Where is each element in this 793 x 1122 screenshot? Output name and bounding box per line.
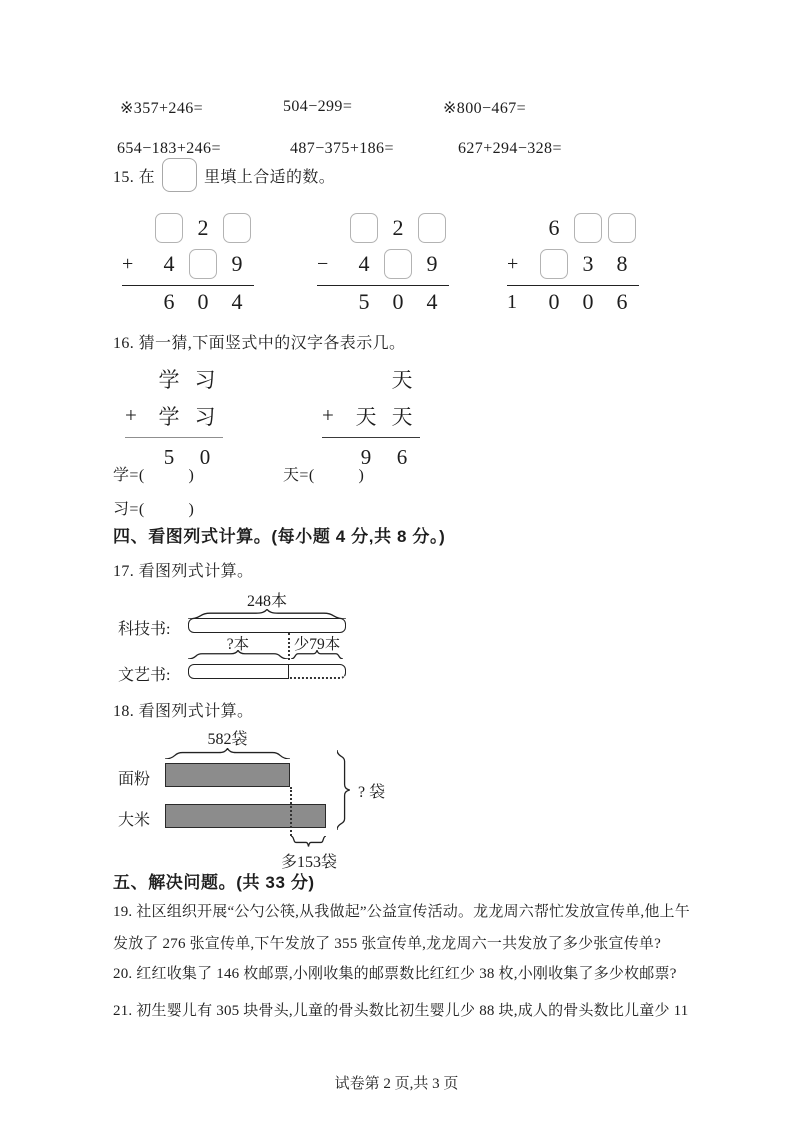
answer-box xyxy=(418,213,446,243)
question-21: 21. 初生婴儿有 305 块骨头,儿童的骨头数比初生婴儿少 88 块,成人的骨头数比儿童少 11 xyxy=(113,1003,689,1019)
row-label: 科技书: xyxy=(118,621,171,638)
equals-line xyxy=(125,437,223,438)
vp1-top-row xyxy=(122,210,254,246)
digit: 0 xyxy=(548,289,560,314)
oral-expression: 654−183+246= xyxy=(117,140,221,157)
digit: 1 xyxy=(507,290,517,313)
question-18-stem: 18. 看图列式计算。 xyxy=(113,703,254,720)
q16-answer-blank: 习=( ) xyxy=(113,501,195,518)
answer-box xyxy=(384,249,412,279)
digit: 0 xyxy=(392,289,404,314)
bar-science-books xyxy=(188,618,346,633)
operator: + xyxy=(507,252,519,275)
vp3-sum-row xyxy=(507,287,639,317)
vp1-mid-row xyxy=(122,246,254,282)
brace-part xyxy=(188,650,288,659)
answer-box xyxy=(540,249,568,279)
equals-line xyxy=(322,437,420,438)
q17-tape-diagram xyxy=(118,588,418,693)
bar-flour xyxy=(165,763,290,787)
q16-puzzle-right xyxy=(322,360,420,476)
row-label: 文艺书: xyxy=(118,667,171,684)
digit: 4 xyxy=(358,251,370,276)
operator: + xyxy=(122,252,134,275)
q16-answer-blank: 天=( ) xyxy=(283,467,365,484)
hanzi: 天 xyxy=(391,367,413,392)
oral-expression: ※357+246= xyxy=(120,100,204,117)
bar-literature-books-solid xyxy=(188,664,289,679)
vertical-problem-3 xyxy=(507,210,639,317)
section-5-heading: 五、解决问题。(共 33 分) xyxy=(113,873,315,892)
hanzi: 学 xyxy=(158,367,180,392)
question-15-prefix: 15. 在 xyxy=(113,168,155,186)
difference-label: 多153袋 xyxy=(280,854,337,871)
equals-line xyxy=(317,285,449,286)
total-label: 248本 xyxy=(246,593,287,610)
brace-difference xyxy=(291,836,326,847)
hanzi: 天 xyxy=(355,404,377,429)
question-16-stem: 16. 猜一猜,下面竖式中的汉字各表示几。 xyxy=(113,335,406,352)
vp2-top-row xyxy=(317,210,449,246)
part-label: ?本 xyxy=(226,636,250,653)
answer-box xyxy=(189,249,217,279)
hanzi: 习 xyxy=(194,367,216,392)
operator: − xyxy=(317,252,329,275)
digit: 5 xyxy=(358,289,370,314)
digit: 6 xyxy=(163,289,175,314)
operator: + xyxy=(125,403,137,427)
row-label: 大米 xyxy=(118,812,151,829)
oral-expression: 487−375+186= xyxy=(290,140,394,157)
q18-tape-diagram xyxy=(118,726,428,871)
dotted-divider-line xyxy=(290,787,292,836)
equals-line xyxy=(507,285,639,286)
hanzi: 学 xyxy=(158,404,180,429)
vp3-top-row xyxy=(507,210,639,246)
digit: 4 xyxy=(163,251,175,276)
digit: 4 xyxy=(231,289,243,314)
answer-box xyxy=(223,213,251,243)
equals-line xyxy=(122,285,254,286)
question-15-suffix: 里填上合适的数。 xyxy=(204,168,336,186)
digit: 6 xyxy=(616,289,628,314)
question-17-stem: 17. 看图列式计算。 xyxy=(113,563,254,580)
digit: 0 xyxy=(199,445,211,469)
digit: 9 xyxy=(360,445,372,469)
brace-right xyxy=(337,750,350,830)
question-20: 20. 红红收集了 146 枚邮票,小刚收集的邮票数比红红少 38 枚,小刚收集了多少枚邮票? xyxy=(113,966,677,982)
bar-rice xyxy=(165,804,326,828)
question-19-line1: 19. 社区组织开展“公勺公筷,从我做起”公益宣传活动。龙龙周六帮忙发放宣传单,他上午 xyxy=(113,904,690,920)
digit: 6 xyxy=(396,445,408,469)
vp3-mid-row xyxy=(507,246,639,282)
sum-label: ? 袋 xyxy=(358,784,386,801)
answer-box xyxy=(155,213,183,243)
answer-box xyxy=(574,213,602,243)
vp2-sum-row xyxy=(317,287,449,317)
operator: + xyxy=(322,403,334,427)
digit: 2 xyxy=(197,215,209,240)
digit: 9 xyxy=(231,251,243,276)
vertical-problem-2 xyxy=(317,210,449,317)
brace-difference xyxy=(291,650,343,659)
digit: 4 xyxy=(426,289,438,314)
q16-answer-blank: 学=( ) xyxy=(113,467,195,484)
section-4-heading: 四、看图列式计算。(每小题 4 分,共 8 分。) xyxy=(113,527,446,546)
vp2-mid-row xyxy=(317,246,449,282)
digit: 5 xyxy=(163,445,175,469)
digit: 2 xyxy=(392,215,404,240)
answer-box xyxy=(162,158,197,192)
vertical-problem-1 xyxy=(122,210,254,317)
page-number-footer: 试卷第 2 页,共 3 页 xyxy=(334,1076,459,1092)
q16-puzzle-left xyxy=(125,360,223,476)
digit: 8 xyxy=(616,251,628,276)
question-15-stem xyxy=(113,158,335,192)
vp1-sum-row xyxy=(122,287,254,317)
hanzi: 习 xyxy=(194,404,216,429)
difference-label: 少79本 xyxy=(293,636,341,653)
total-label: 582袋 xyxy=(207,731,248,748)
answer-box xyxy=(608,213,636,243)
digit: 9 xyxy=(426,251,438,276)
oral-expression: 504−299= xyxy=(283,98,353,115)
bar-literature-books-dotted xyxy=(289,664,346,679)
digit: 6 xyxy=(548,215,560,240)
brace-top xyxy=(165,748,290,759)
oral-expression: 627+294−328= xyxy=(458,140,562,157)
answer-box xyxy=(350,213,378,243)
hanzi: 天 xyxy=(391,404,413,429)
row-label: 面粉 xyxy=(118,771,151,788)
digit: 0 xyxy=(197,289,209,314)
question-19-line2: 发放了 276 张宣传单,下午发放了 355 张宣传单,龙龙周六一共发放了多少张宣传单? xyxy=(113,936,661,952)
oral-expression: ※800−467= xyxy=(443,100,527,117)
digit: 0 xyxy=(582,289,594,314)
digit: 3 xyxy=(582,251,594,276)
